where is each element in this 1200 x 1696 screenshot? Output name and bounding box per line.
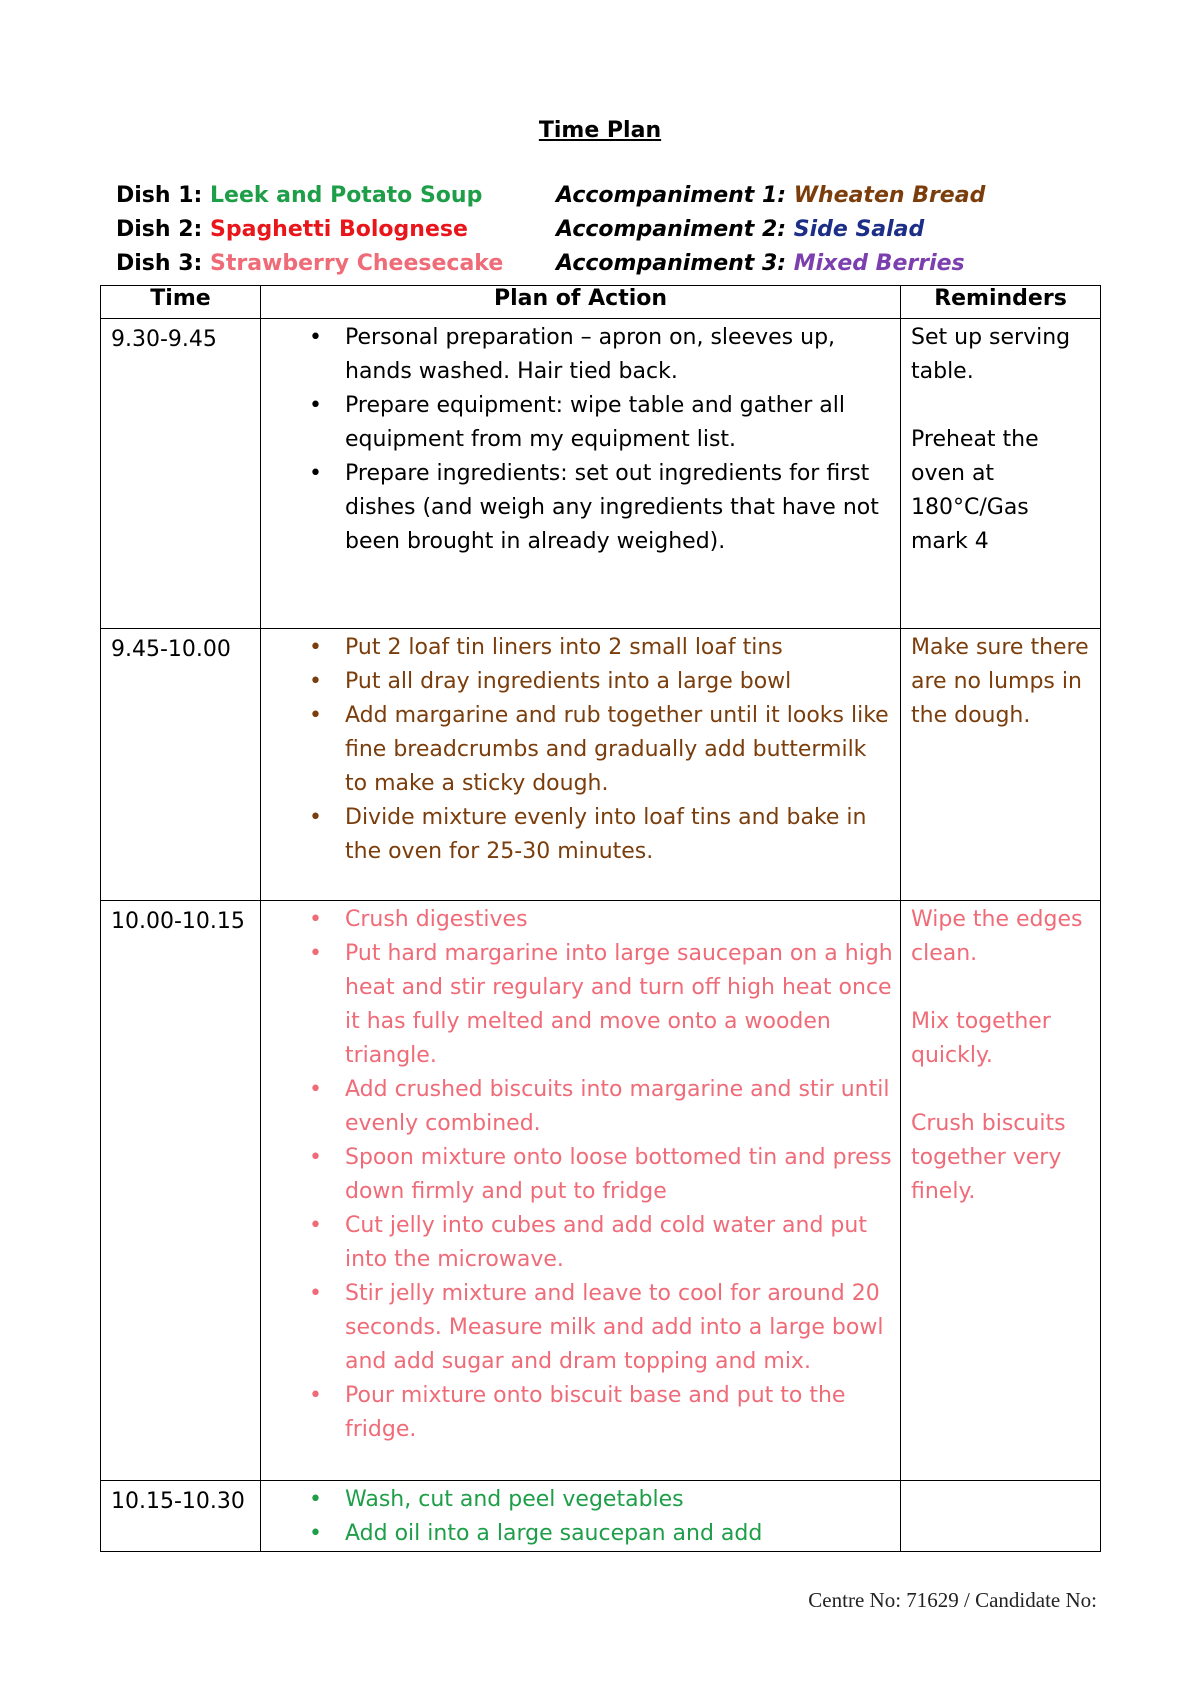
accompaniment-name: Side Salad — [793, 217, 925, 242]
table-row — [101, 629, 1101, 901]
header-time: Time — [101, 286, 261, 319]
table-row — [101, 1481, 1101, 1552]
time-plan-table — [100, 285, 1101, 1552]
action-item: • Spoon mixture onto loose bottomed tin and press down firmly and put to fridge — [345, 1141, 894, 1209]
table-header-row — [101, 286, 1101, 319]
time-cell: 10.00-10.15 — [101, 901, 261, 1481]
dish-name: Spaghetti Bolognese — [210, 217, 468, 242]
accompaniment-name: Mixed Berries — [793, 251, 965, 276]
dish-name: Strawberry Cheesecake — [210, 251, 504, 276]
header-reminders: Reminders — [901, 286, 1101, 319]
reminder-text: Mix together quickly. — [911, 1009, 1051, 1068]
action-item: • Personal preparation – apron on, sleeves up, hands washed. Hair tied back. — [345, 321, 894, 389]
time-cell: 9.30-9.45 — [101, 319, 261, 629]
dish-label: Dish 2: — [116, 217, 203, 242]
action-item: • Wash, cut and peel vegetables — [345, 1483, 894, 1517]
action-item: • Put 2 loaf tin liners into 2 small loaf tins — [345, 631, 894, 665]
action-item: • Add crushed biscuits into margarine and stir until evenly combined. — [345, 1073, 894, 1141]
footer-candidate-info: Centre No: 71629 / Candidate No: — [808, 1588, 1097, 1612]
action-item: • Pour mixture onto biscuit base and put to the fridge. — [345, 1379, 894, 1447]
action-item: • Add margarine and rub together until it looks like fine breadcrumbs and gradually add buttermilk to make a sticky dough. — [345, 699, 894, 801]
action-item: • Add oil into a large saucepan and add — [345, 1517, 894, 1551]
plan-cell — [261, 1481, 901, 1552]
plan-cell — [261, 629, 901, 901]
action-item: • Cut jelly into cubes and add cold water and put into the microwave. — [345, 1209, 894, 1277]
reminder-text: Make sure there are no lumps in the dough. — [911, 635, 1089, 728]
reminder-text: Set up serving table. — [911, 325, 1071, 384]
reminder-cell — [901, 629, 1101, 901]
dish-label: Dish 1: — [116, 183, 203, 208]
accompaniment-label: Accompaniment 2: — [556, 217, 787, 242]
time-cell: 10.15-10.30 — [101, 1481, 261, 1552]
dish-row-1 — [116, 183, 1116, 217]
action-item: • Put all dray ingredients into a large bowl — [345, 665, 894, 699]
table-row — [101, 319, 1101, 629]
accompaniment-name: Wheaten Bread — [793, 183, 986, 208]
table-row — [101, 901, 1101, 1481]
reminder-text: Wipe the edges clean. — [911, 907, 1083, 966]
header-plan-of-action: Plan of Action — [261, 286, 901, 319]
action-item: • Stir jelly mixture and leave to cool for around 20 seconds. Measure milk and add into a large bowl and add sugar and dram topping and mix. — [345, 1277, 894, 1379]
plan-cell — [261, 901, 901, 1481]
dish-row-3 — [116, 251, 1116, 285]
reminder-cell — [901, 901, 1101, 1481]
action-item: • Crush digestives — [345, 903, 894, 937]
reminder-text: Preheat the oven at 180°C/Gas mark 4 — [911, 427, 1039, 554]
dish-label: Dish 3: — [116, 251, 203, 276]
plan-cell — [261, 319, 901, 629]
page-title: Time Plan — [538, 118, 662, 143]
reminder-text: Crush biscuits together very finely. — [911, 1111, 1066, 1204]
action-item: • Prepare equipment: wipe table and gather all equipment from my equipment list. — [345, 389, 894, 457]
reminder-cell — [901, 319, 1101, 629]
reminder-cell — [901, 1481, 1101, 1552]
action-item: • Divide mixture evenly into loaf tins and bake in the oven for 25-30 minutes. — [345, 801, 894, 869]
dish-name: Leek and Potato Soup — [210, 183, 483, 208]
dish-list — [116, 183, 1116, 285]
accompaniment-label: Accompaniment 1: — [556, 183, 787, 208]
accompaniment-label: Accompaniment 3: — [556, 251, 787, 276]
action-item: • Put hard margarine into large saucepan on a high heat and stir regulary and turn off high heat once it has fully melted and move onto a wooden triangle. — [345, 937, 894, 1073]
time-cell: 9.45-10.00 — [101, 629, 261, 901]
action-item: • Prepare ingredients: set out ingredients for first dishes (and weigh any ingredients that have not been brought in already weighed). — [345, 457, 894, 559]
dish-row-2 — [116, 217, 1116, 251]
